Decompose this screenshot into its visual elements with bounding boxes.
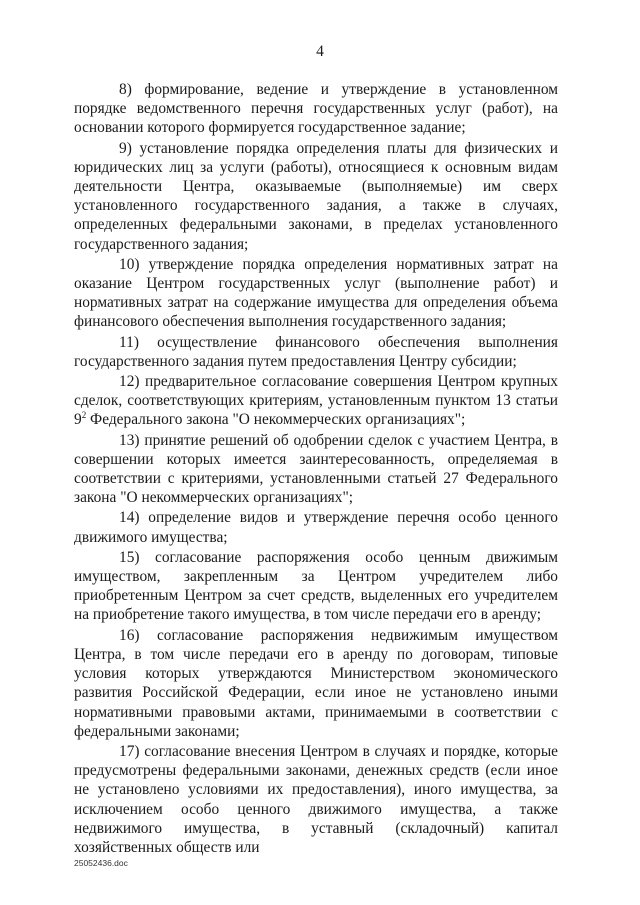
paragraph-14: 14) определение видов и утверждение перечня особо ценного движимого имущества;	[74, 509, 558, 546]
paragraph-9: 9) установление порядка определения платы для физических и юридических лиц за услуги (работы), относящиеся к основным видам деятельности Центра, оказываемые (выполняемые) им сверх установленного государственного задания, а также в случаях, определенных федеральными законами, в пределах установленного государственного задания;	[74, 139, 558, 253]
paragraph-12-superscript: 2	[81, 410, 87, 421]
paragraph-16: 16) согласование распоряжения недвижимым имуществом Центра, в том числе передачи его в аренду по договорам, типовые условия которых утверждаются Министерством экономического развития Российской Федерации, если иное не установлено иными нормативными правовыми актами, принимаемыми в соответствии с федеральными законами;	[74, 626, 558, 740]
paragraph-12-text: 12) предварительное согласование совершения Центром крупных сделок, соответствующих критериям, установленным пунктом 13 статьи 9	[74, 373, 558, 429]
paragraph-10: 10) утверждение порядка определения нормативных затрат на оказание Центром государственных услуг (выполнение работ) и нормативных затрат на содержание имущества для определения объема финансового обеспечения выполнения государственного задания;	[74, 255, 558, 331]
paragraph-8: 8) формирование, ведение и утверждение в установленном порядке ведомственного перечня государственных услуг (работ), на основании которого формируется государственное задание;	[74, 81, 558, 137]
page-number: 4	[316, 43, 324, 60]
paragraph-15: 15) согласование распоряжения особо ценным движимым имуществом, закрепленным за Центром учредителем либо приобретенным Центром за счет средств, выделенных его учредителем на приобретение такого имущества, в том числе передачи его в аренду;	[74, 548, 558, 624]
footer-filename: 25052436.doc	[74, 858, 128, 868]
paragraph-17: 17) согласование внесения Центром в случаях и порядке, которые предусмотрены федеральными законами, денежных средств (если иное не установлено условиями их предоставления), иного имущества, за исключением особо ценного движимого имущества, а также недвижимого имущества, в уставный (складочный) капитал хозяйственных обществ или	[74, 742, 558, 856]
paragraph-12-tail: Федерального закона "О некоммерческих организациях";	[86, 411, 466, 429]
paragraph-11: 11) осуществление финансового обеспечения выполнения государственного задания путем предоставления Центру субсидии;	[74, 333, 558, 370]
paragraph-13: 13) принятие решений об одобрении сделок с участием Центра, в совершении которых имеется заинтересованность, определяемая в соответствии с критериями, установленными статьей 27 Федерального закона "О некоммерческих организациях";	[74, 431, 558, 507]
document-body	[74, 80, 558, 858]
paragraph-12	[74, 372, 558, 430]
